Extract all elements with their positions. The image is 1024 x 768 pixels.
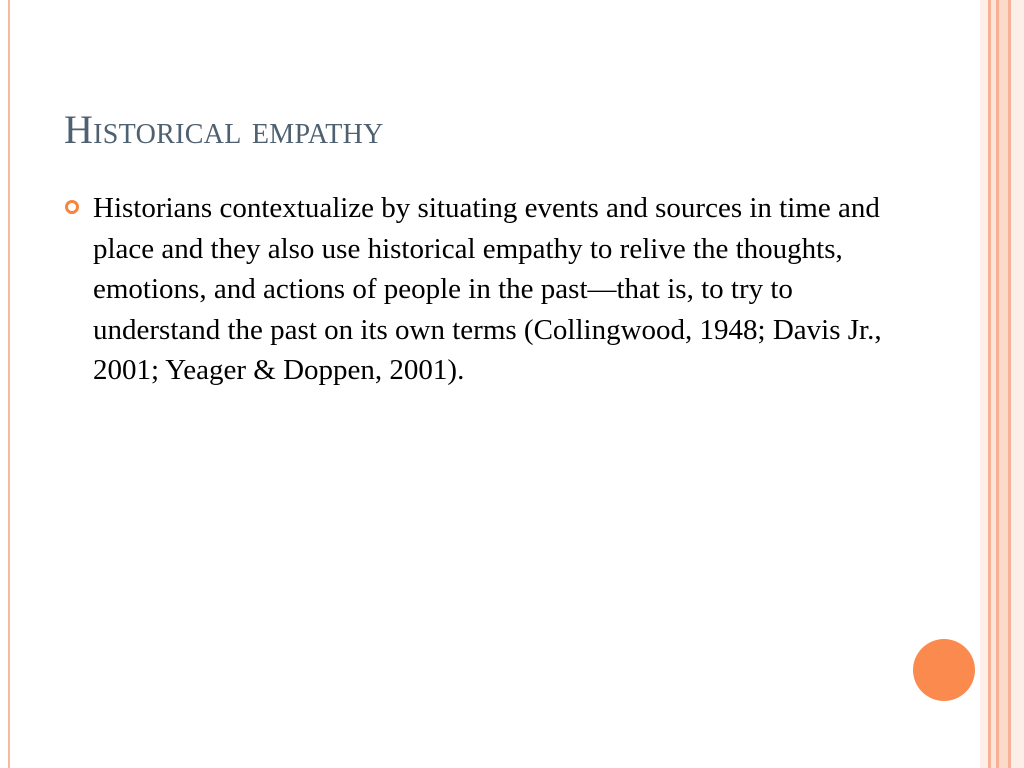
- bullet-item: [64, 188, 884, 391]
- right-stripe: [1011, 0, 1024, 768]
- left-border-rule: [8, 0, 10, 768]
- hollow-circle-bullet-icon: [65, 200, 79, 214]
- bullet-text: Historians contextualize by situating events and sources in time and place and they also use historical empathy to relive the thoughts, emotions, and actions of people in the past—that is, to try to understand the past on its own terms (Collingwood, 1948; Davis Jr., 2001; Yeager & Doppen, 2001).: [93, 192, 882, 386]
- orange-circle-icon: [913, 639, 975, 701]
- bullet-list: [64, 188, 884, 391]
- right-stripe: [999, 0, 1008, 768]
- right-stripe: [980, 0, 988, 768]
- slide-title: Historical empathy: [64, 107, 384, 152]
